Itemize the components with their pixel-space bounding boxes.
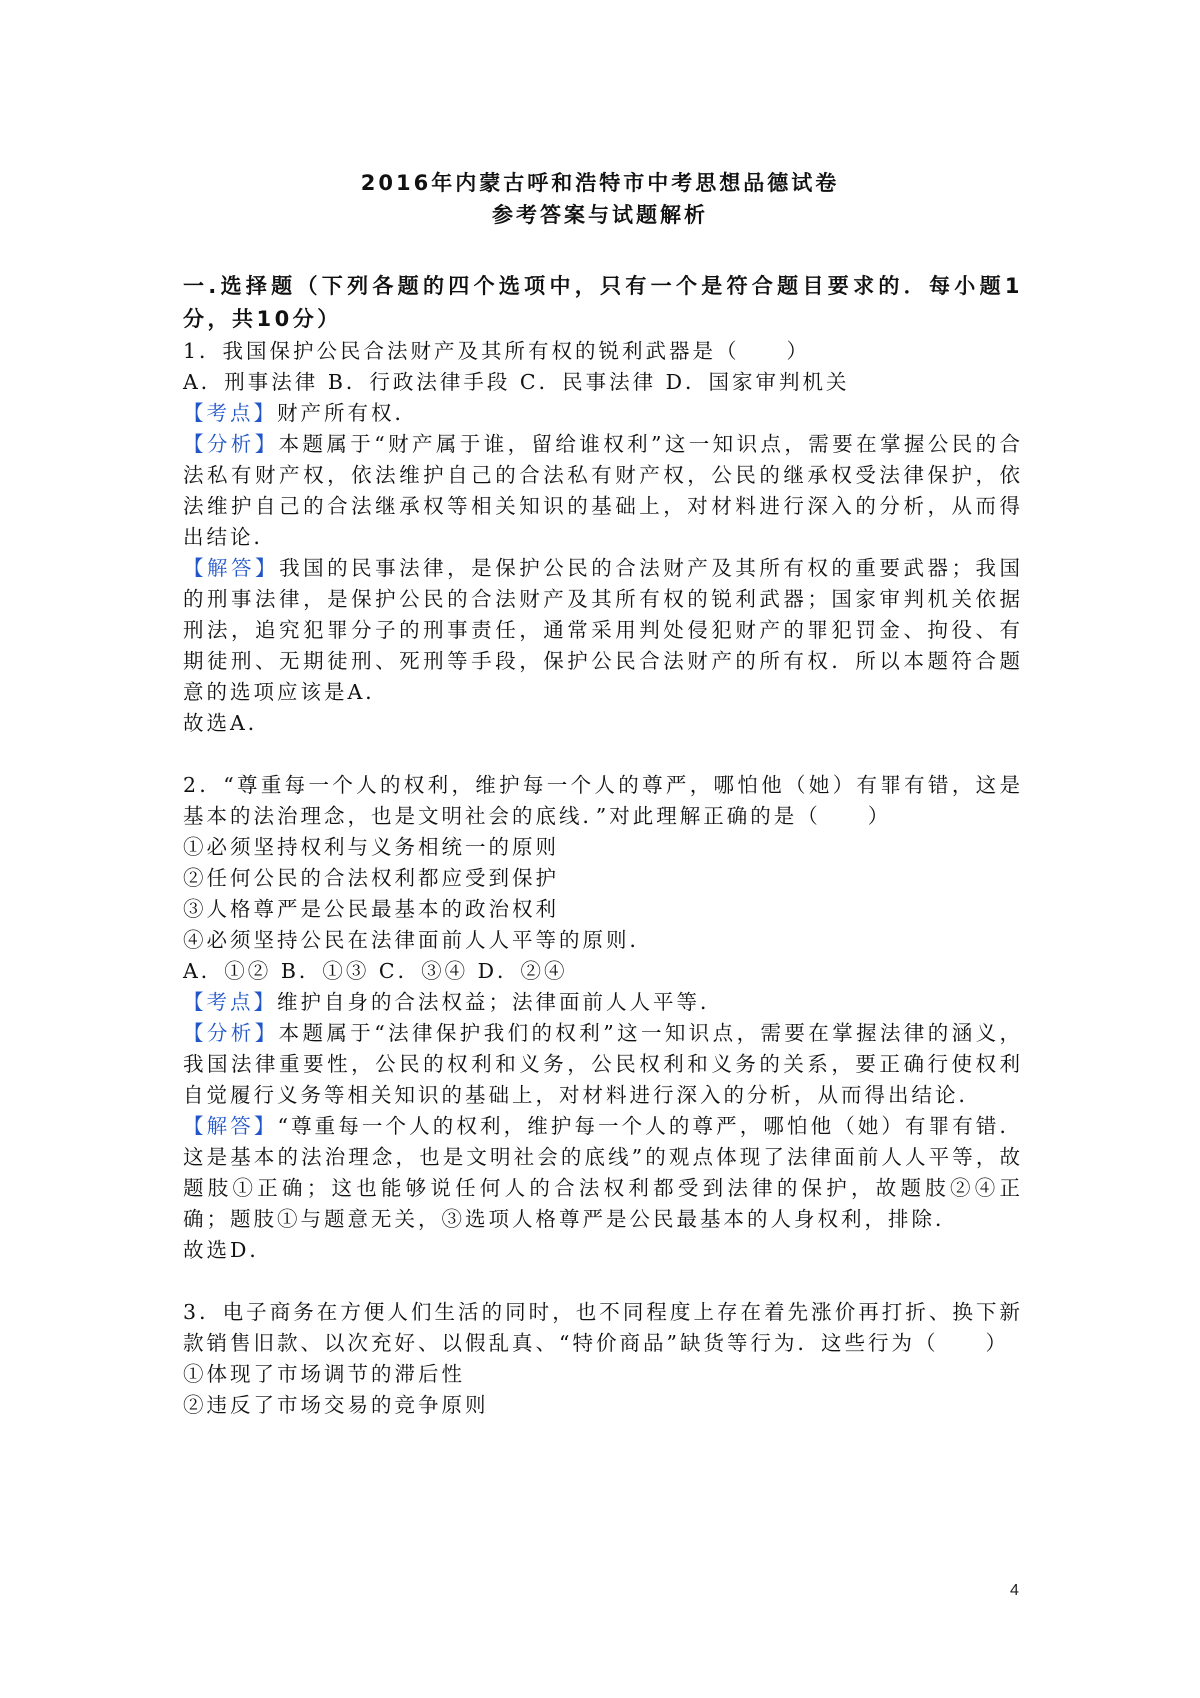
fenxi-text: 本题属于“法律保护我们的权利”这一知识点，需要在掌握法律的涵义，我国法律重要性，公民的权利和义务，公民权利和义务的关系，要正确行使权利自觉履行义务等相关知识的基础上，对材料进行深入的分析，从而得出结论． — [183, 1021, 1023, 1107]
document-body — [183, 270, 1023, 1421]
kaodian-text: 财产所有权． — [277, 401, 418, 425]
answer-line: 故选D． — [183, 1238, 273, 1262]
jieda-text: 我国的民事法律，是保护公民的合法财产及其所有权的重要武器；我国的刑事法律，是保护公民的合法财产及其所有权的锐利武器；国家审判机关依据刑法，追究犯罪分子的刑事责任，通常采用判处侵犯财产的罪犯罚金、拘役、有期徒刑、无期徒刑、死刑等手段，保护公民合法财产的所有权．所以本题符合题意的选项应该是A． — [183, 556, 1024, 704]
question-1 — [183, 336, 1023, 739]
question-3 — [183, 1297, 1023, 1421]
kaodian-block — [183, 987, 1023, 1018]
question-item: ②违反了市场交易的竞争原则 — [183, 1393, 489, 1417]
kaodian-text: 维护自身的合法权益；法律面前人人平等． — [277, 990, 724, 1014]
kaodian-label: 【考点】 — [183, 401, 277, 425]
kaodian-label: 【考点】 — [183, 990, 277, 1014]
question-options: A．①② B．①③ C．③④ D．②④ — [183, 959, 568, 983]
document-title: 2016年内蒙古呼和浩特市中考思想品德试卷 — [360, 171, 840, 195]
question-item: ①必须坚持权利与义务相统一的原则 — [183, 835, 559, 859]
question-stem: 1．我国保护公民合法财产及其所有权的锐利武器是（ ） — [183, 339, 811, 363]
page-number: 4 — [1010, 1582, 1019, 1599]
question-item: ②任何公民的合法权利都应受到保护 — [183, 866, 559, 890]
fenxi-block — [183, 1018, 1023, 1111]
section-heading: 一.选择题（下列各题的四个选项中，只有一个是符合题目要求的．每小题1分，共10分） — [183, 274, 1023, 331]
fenxi-block — [183, 429, 1023, 553]
fenxi-text: 本题属于“财产属于谁，留给谁权利”这一知识点，需要在掌握公民的合法私有财产权，依法维护自己的合法私有财产权，公民的继承权受法律保护，依法维护自己的合法继承权等相关知识的基础上，对材料进行深入的分析，从而得出结论． — [183, 432, 1023, 549]
question-item: ③人格尊严是公民最基本的政治权利 — [183, 897, 559, 921]
answer-line: 故选A． — [183, 711, 272, 735]
jieda-text: “尊重每一个人的权利，维护每一个人的尊严，哪怕他（她）有罪有错．这是基本的法治理念，也是文明社会的底线”的观点体现了法律面前人人平等，故题肢①正确；这也能够说任何人的合法权利都受到法律的保护，故题肢②④正确；题肢①与题意无关，③选项人格尊严是公民最基本的人身权利，排除． — [183, 1114, 1024, 1231]
question-item: ④必须坚持公民在法律面前人人平等的原则． — [183, 928, 653, 952]
fenxi-label: 【分析】 — [183, 1021, 279, 1045]
document-subtitle: 参考答案与试题解析 — [492, 203, 708, 227]
kaodian-block — [183, 398, 1023, 429]
question-stem: 2．“尊重每一个人的权利，维护每一个人的尊严，哪怕他（她）有罪有错，这是基本的法治理念，也是文明社会的底线．”对此理解正确的是（ ） — [183, 773, 1023, 828]
question-2 — [183, 770, 1023, 1266]
jieda-block — [183, 553, 1023, 708]
question-item: ①体现了市场调节的滞后性 — [183, 1362, 465, 1386]
fenxi-label: 【分析】 — [183, 432, 279, 456]
jieda-label: 【解答】 — [183, 556, 280, 580]
jieda-block — [183, 1111, 1023, 1235]
spacer — [183, 739, 1023, 770]
spacer — [183, 1266, 1023, 1297]
question-stem: 3．电子商务在方便人们生活的同时，也不同程度上存在着先涨价再打折、换下新款销售旧款、以次充好、以假乱真、“特价商品”缺货等行为．这些行为（ ） — [183, 1300, 1023, 1355]
jieda-label: 【解答】 — [183, 1114, 278, 1138]
question-options: A．刑事法律 B．行政法律手段 C．民事法律 D．国家审判机关 — [183, 370, 850, 394]
